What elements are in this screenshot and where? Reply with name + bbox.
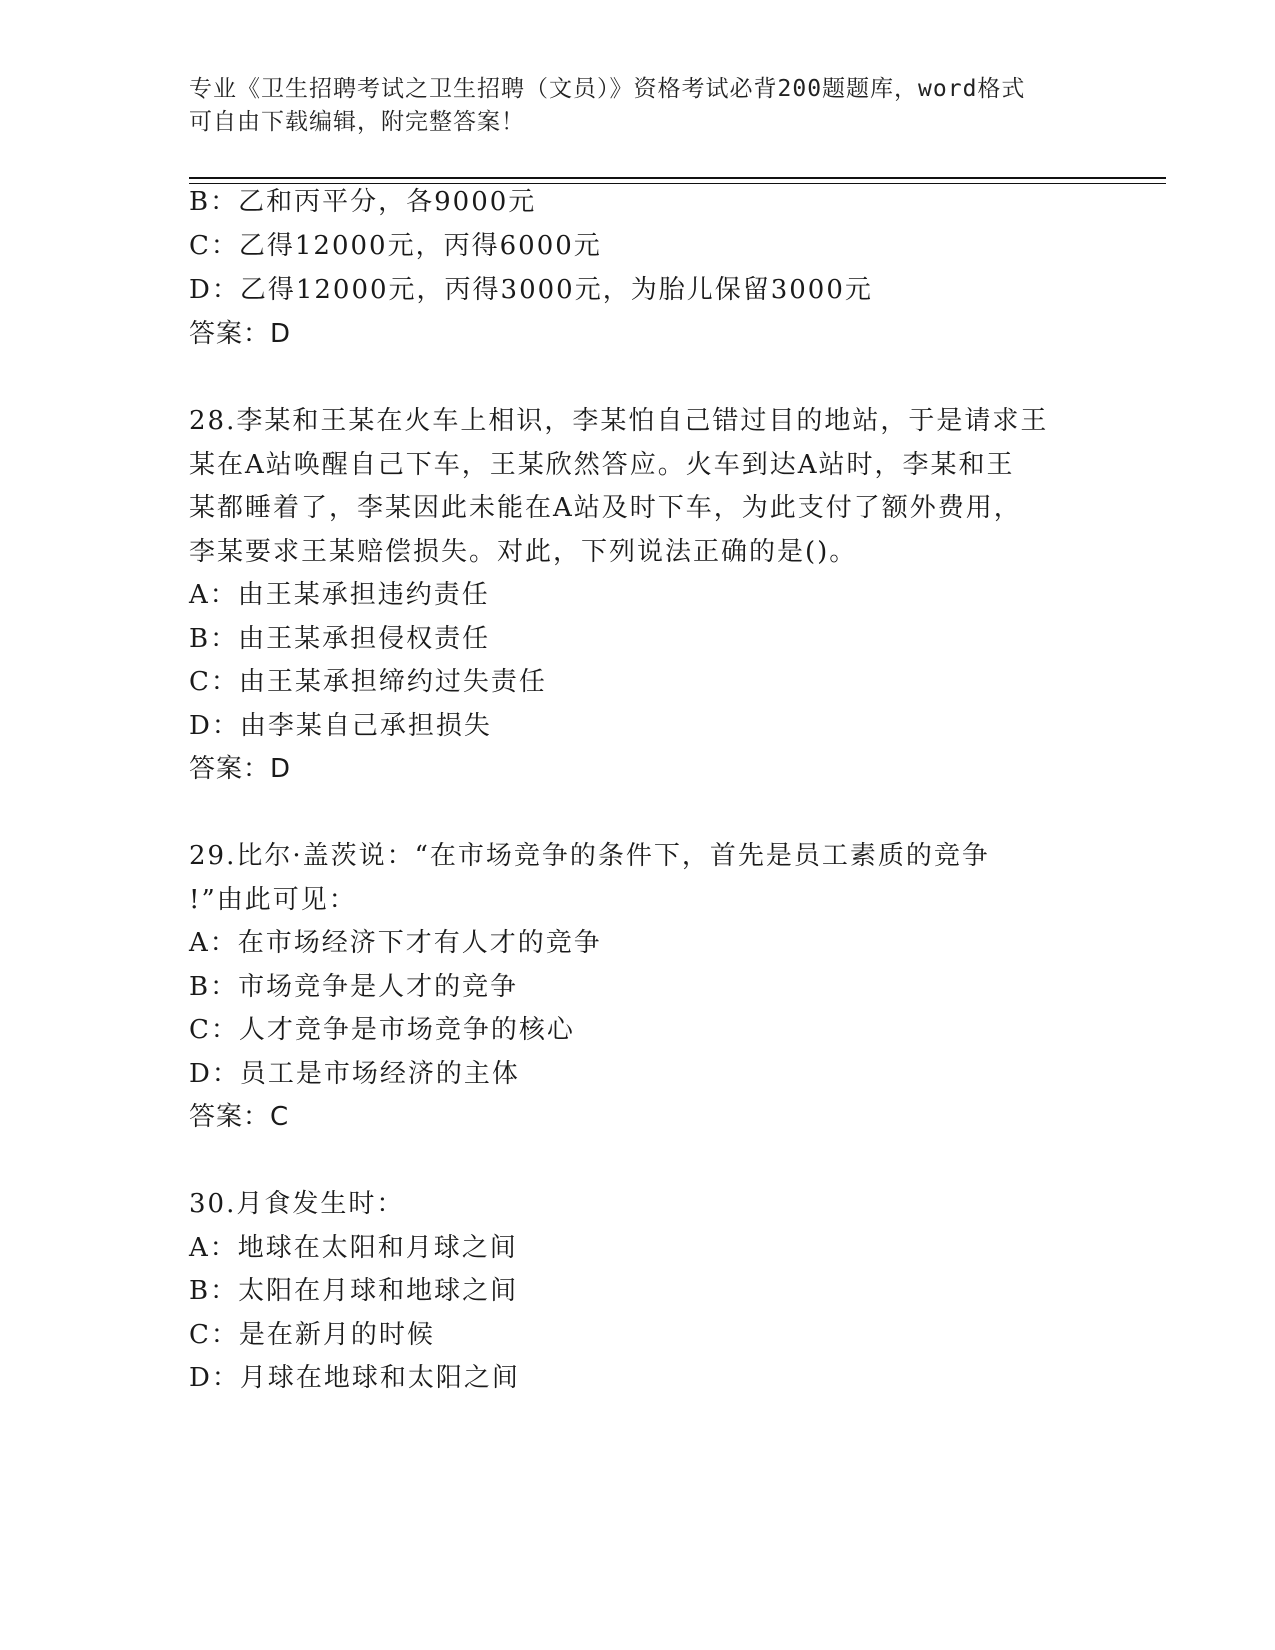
prev-answer: 答案：D [189, 319, 292, 349]
q28-option-b: B：由王某承担侵权责任 [189, 624, 491, 654]
header-title-line-2: 可自由下载编辑，附完整答案！ [189, 109, 525, 135]
q30-option-c: C：是在新月的时候 [189, 1320, 435, 1350]
q30-option-a: A：地球在太阳和月球之间 [189, 1233, 518, 1263]
header-rule-thin [189, 183, 1166, 184]
header-title-line-1: 专业《卫生招聘考试之卫生招聘（文员）》资格考试必背200题题库，word格式 [189, 76, 1026, 102]
q29-stem-line-1: 29.比尔·盖茨说：“在市场竞争的条件下，首先是员工素质的竞争 [189, 841, 990, 871]
header-rule-thick [189, 177, 1166, 179]
prev-option-c: C：乙得12000元，丙得6000元 [189, 231, 602, 261]
q29-option-b: B：市场竞争是人才的竞争 [189, 972, 519, 1002]
q30-option-b: B：太阳在月球和地球之间 [189, 1276, 519, 1306]
prev-option-b: B：乙和丙平分，各9000元 [189, 187, 537, 217]
q28-option-d: D：由李某自己承担损失 [189, 711, 492, 741]
q28-stem-line-4: 李某要求王某赔偿损失。对此，下列说法正确的是()。 [189, 537, 858, 567]
q29-option-c: C：人才竞争是市场竞争的核心 [189, 1015, 575, 1045]
q28-stem-line-1: 28.李某和王某在火车上相识，李某怕自己错过目的地站，于是请求王 [189, 406, 1049, 436]
q29-option-a: A：在市场经济下才有人才的竞争 [189, 928, 602, 958]
q30-stem-line-1: 30.月食发生时： [189, 1189, 405, 1219]
q28-option-a: A：由王某承担违约责任 [189, 580, 490, 610]
q28-option-c: C：由王某承担缔约过失责任 [189, 667, 547, 697]
q30-option-d: D：月球在地球和太阳之间 [189, 1363, 520, 1393]
q29-answer: 答案：C [189, 1102, 290, 1132]
q28-stem-line-2: 某在A站唤醒自己下车，王某欣然答应。火车到达A站时，李某和王 [189, 450, 1015, 480]
q28-stem-line-3: 某都睡着了，李某因此未能在A站及时下车，为此支付了额外费用， [189, 493, 1022, 523]
prev-option-d: D：乙得12000元，丙得3000元，为胎儿保留3000元 [189, 275, 873, 305]
q28-answer: 答案：D [189, 754, 292, 784]
document-header [189, 73, 1089, 139]
q29-option-d: D：员工是市场经济的主体 [189, 1059, 520, 1089]
q29-stem-line-2: !”由此可见： [189, 885, 357, 915]
